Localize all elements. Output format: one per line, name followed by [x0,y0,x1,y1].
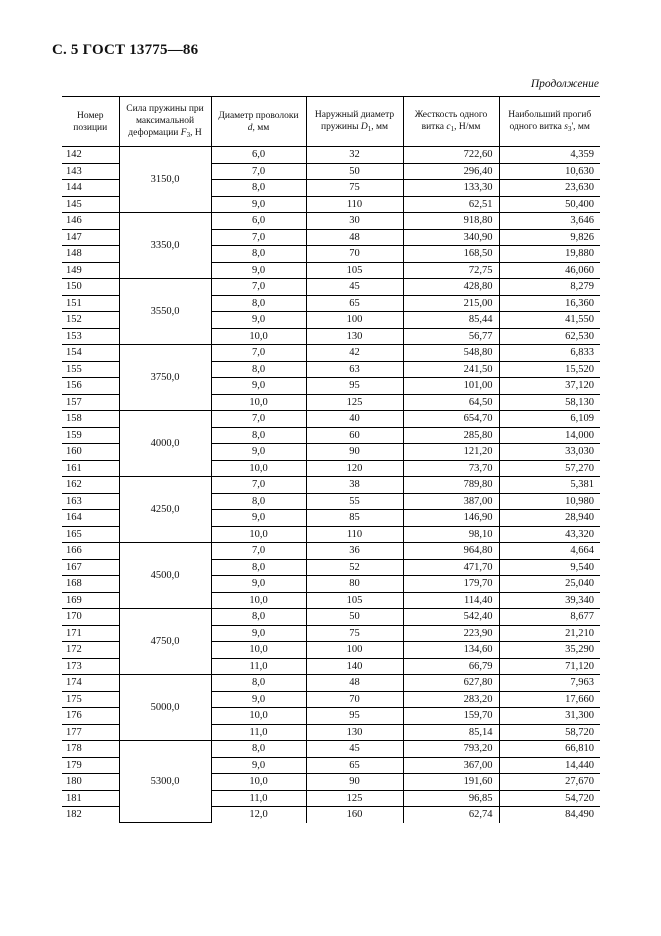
position-cell: 146 [62,213,119,230]
deflection-cell: 14,000 [499,427,600,444]
position-cell: 164 [62,510,119,527]
position-cell: 162 [62,477,119,494]
stiffness-cell: 548,80 [403,345,499,362]
outer-diameter-cell: 85 [306,510,403,527]
deflection-cell: 21,210 [499,625,600,642]
outer-diameter-cell: 65 [306,295,403,312]
outer-diameter-cell: 95 [306,378,403,395]
stiffness-cell: 296,40 [403,163,499,180]
wire-diameter-cell: 11,0 [211,790,306,807]
position-cell: 174 [62,675,119,692]
outer-diameter-cell: 42 [306,345,403,362]
deflection-cell: 15,520 [499,361,600,378]
wire-diameter-cell: 9,0 [211,576,306,593]
wire-diameter-cell: 7,0 [211,345,306,362]
outer-diameter-cell: 75 [306,180,403,197]
wire-diameter-cell: 8,0 [211,609,306,626]
stiffness-cell: 191,60 [403,774,499,791]
position-cell: 176 [62,708,119,725]
stiffness-cell: 340,90 [403,229,499,246]
wire-diameter-cell: 9,0 [211,691,306,708]
outer-diameter-cell: 105 [306,592,403,609]
wire-diameter-cell: 9,0 [211,312,306,329]
wire-diameter-cell: 8,0 [211,559,306,576]
outer-diameter-cell: 36 [306,543,403,560]
table-row [62,279,600,296]
stiffness-cell: 918,80 [403,213,499,230]
force-cell: 3350,0 [119,213,211,279]
force-cell: 5000,0 [119,675,211,741]
deflection-cell: 3,646 [499,213,600,230]
deflection-cell: 50,400 [499,196,600,213]
outer-diameter-cell: 160 [306,807,403,823]
deflection-cell: 58,130 [499,394,600,411]
stiffness-cell: 241,50 [403,361,499,378]
stiffness-cell: 387,00 [403,493,499,510]
deflection-cell: 4,359 [499,147,600,164]
deflection-cell: 84,490 [499,807,600,823]
wire-diameter-cell: 8,0 [211,427,306,444]
header-force: Сила пружины при максимальной деформации $F_3$, Н [119,97,211,147]
wire-diameter-cell: 8,0 [211,361,306,378]
deflection-cell: 43,320 [499,526,600,543]
position-cell: 177 [62,724,119,741]
stiffness-cell: 283,20 [403,691,499,708]
outer-diameter-cell: 140 [306,658,403,675]
stiffness-cell: 789,80 [403,477,499,494]
position-cell: 161 [62,460,119,477]
position-cell: 179 [62,757,119,774]
force-cell: 5300,0 [119,741,211,823]
deflection-cell: 54,720 [499,790,600,807]
outer-diameter-cell: 75 [306,625,403,642]
stiffness-cell: 96,85 [403,790,499,807]
stiffness-cell: 62,51 [403,196,499,213]
page-title: С. 5 ГОСТ 13775—86 [52,42,199,58]
header-outer-diameter: Наружный диаметр пружины $D_1$, мм [306,97,403,147]
outer-diameter-cell: 105 [306,262,403,279]
wire-diameter-cell: 10,0 [211,526,306,543]
deflection-cell: 4,664 [499,543,600,560]
outer-diameter-cell: 95 [306,708,403,725]
outer-diameter-cell: 100 [306,312,403,329]
position-cell: 170 [62,609,119,626]
deflection-cell: 37,120 [499,378,600,395]
spring-parameters-table [62,96,600,823]
position-cell: 152 [62,312,119,329]
position-cell: 178 [62,741,119,758]
deflection-cell: 10,980 [499,493,600,510]
position-cell: 167 [62,559,119,576]
position-cell: 168 [62,576,119,593]
position-cell: 172 [62,642,119,659]
position-cell: 150 [62,279,119,296]
position-cell: 156 [62,378,119,395]
position-cell: 149 [62,262,119,279]
stiffness-cell: 133,30 [403,180,499,197]
outer-diameter-cell: 70 [306,691,403,708]
force-cell: 3750,0 [119,345,211,411]
table-row [62,543,600,560]
wire-diameter-cell: 8,0 [211,741,306,758]
outer-diameter-cell: 63 [306,361,403,378]
wire-diameter-cell: 8,0 [211,246,306,263]
header-position: Номер позиции [62,97,119,147]
deflection-cell: 6,109 [499,411,600,428]
position-cell: 163 [62,493,119,510]
outer-diameter-cell: 65 [306,757,403,774]
position-cell: 169 [62,592,119,609]
position-cell: 165 [62,526,119,543]
wire-diameter-cell: 7,0 [211,543,306,560]
deflection-cell: 27,670 [499,774,600,791]
stiffness-cell: 285,80 [403,427,499,444]
deflection-cell: 39,340 [499,592,600,609]
position-cell: 182 [66,809,82,820]
wire-diameter-cell: 7,0 [211,477,306,494]
position-cell: 166 [62,543,119,560]
stiffness-cell: 179,70 [403,576,499,593]
wire-diameter-cell: 7,0 [211,163,306,180]
stiffness-cell: 121,20 [403,444,499,461]
stiffness-cell: 134,60 [403,642,499,659]
deflection-cell: 19,880 [499,246,600,263]
outer-diameter-cell: 100 [306,642,403,659]
deflection-cell: 8,279 [499,279,600,296]
position-cell: 160 [62,444,119,461]
position-cell: 171 [62,625,119,642]
position-cell: 155 [62,361,119,378]
outer-diameter-cell: 125 [306,790,403,807]
stiffness-cell: 101,00 [403,378,499,395]
outer-diameter-cell: 110 [306,526,403,543]
deflection-cell: 41,550 [499,312,600,329]
position-cell: 153 [62,328,119,345]
stiffness-cell: 98,10 [403,526,499,543]
deflection-cell: 9,826 [499,229,600,246]
wire-diameter-cell: 10,0 [211,774,306,791]
deflection-cell: 35,290 [499,642,600,659]
position-cell: 147 [62,229,119,246]
stiffness-cell: 223,90 [403,625,499,642]
deflection-cell: 46,060 [499,262,600,279]
deflection-cell: 23,630 [499,180,600,197]
table-row [62,147,600,164]
outer-diameter-cell: 30 [306,213,403,230]
outer-diameter-cell: 130 [306,328,403,345]
position-cell: 158 [62,411,119,428]
outer-diameter-cell: 55 [306,493,403,510]
table-row [62,213,600,230]
deflection-cell: 17,660 [499,691,600,708]
wire-diameter-cell: 9,0 [211,625,306,642]
table-row [62,609,600,626]
deflection-cell: 28,940 [499,510,600,527]
stiffness-cell: 542,40 [403,609,499,626]
wire-diameter-cell: 7,0 [211,279,306,296]
force-cell: 3550,0 [119,279,211,345]
stiffness-cell: 722,60 [403,147,499,164]
stiffness-cell: 428,80 [403,279,499,296]
deflection-cell: 66,810 [499,741,600,758]
position-cell: 148 [62,246,119,263]
wire-diameter-cell: 9,0 [211,196,306,213]
position-cell: 151 [62,295,119,312]
wire-diameter-cell: 8,0 [211,180,306,197]
stiffness-cell: 654,70 [403,411,499,428]
outer-diameter-cell: 90 [306,774,403,791]
deflection-cell: 6,833 [499,345,600,362]
position-cell: 180 [62,774,119,791]
stiffness-cell: 964,80 [403,543,499,560]
stiffness-cell: 114,40 [403,592,499,609]
position-cell: 159 [62,427,119,444]
force-cell: 4000,0 [119,411,211,477]
force-cell: 4750,0 [119,609,211,675]
wire-diameter-cell: 9,0 [211,378,306,395]
header-stiffness: Жесткость одного витка $c_1$, Н/мм [403,97,499,147]
position-cell: 144 [62,180,119,197]
position-cell: 157 [62,394,119,411]
wire-diameter-cell: 7,0 [211,411,306,428]
wire-diameter-cell: 7,0 [211,229,306,246]
outer-diameter-cell: 70 [306,246,403,263]
stiffness-cell: 85,14 [403,724,499,741]
wire-diameter-cell: 11,0 [211,724,306,741]
outer-diameter-cell: 120 [306,460,403,477]
wire-diameter-cell: 11,0 [211,658,306,675]
outer-diameter-cell: 60 [306,427,403,444]
stiffness-cell: 367,00 [403,757,499,774]
position-cell: 145 [62,196,119,213]
force-cell: 4500,0 [119,543,211,609]
stiffness-cell: 66,79 [403,658,499,675]
outer-diameter-cell: 125 [306,394,403,411]
wire-diameter-cell: 6,0 [211,147,306,164]
outer-diameter-cell: 40 [306,411,403,428]
outer-diameter-cell: 38 [306,477,403,494]
wire-diameter-cell: 12,0 [211,807,306,823]
table-row [62,411,600,428]
deflection-cell: 5,381 [499,477,600,494]
outer-diameter-cell: 50 [306,163,403,180]
wire-diameter-cell: 8,0 [211,675,306,692]
deflection-cell: 8,677 [499,609,600,626]
outer-diameter-cell: 80 [306,576,403,593]
table-row [62,345,600,362]
stiffness-cell: 215,00 [403,295,499,312]
outer-diameter-cell: 130 [306,724,403,741]
deflection-cell: 31,300 [499,708,600,725]
deflection-cell: 10,630 [499,163,600,180]
wire-diameter-cell: 9,0 [211,262,306,279]
wire-diameter-cell: 10,0 [211,460,306,477]
stiffness-cell: 471,70 [403,559,499,576]
stiffness-cell: 146,90 [403,510,499,527]
deflection-cell: 25,040 [499,576,600,593]
header-wire-diameter: Диаметр проволоки d, мм [211,97,306,147]
deflection-cell: 14,440 [499,757,600,774]
deflection-cell: 33,030 [499,444,600,461]
table-row [62,477,600,494]
outer-diameter-cell: 45 [306,279,403,296]
stiffness-cell: 85,44 [403,312,499,329]
outer-diameter-cell: 50 [306,609,403,626]
deflection-cell: 16,360 [499,295,600,312]
stiffness-cell: 168,50 [403,246,499,263]
wire-diameter-cell: 9,0 [211,444,306,461]
table-row [62,675,600,692]
position-cell: 173 [62,658,119,675]
wire-diameter-cell: 9,0 [211,510,306,527]
wire-diameter-cell: 10,0 [211,592,306,609]
wire-diameter-cell: 10,0 [211,708,306,725]
deflection-cell: 71,120 [499,658,600,675]
outer-diameter-cell: 52 [306,559,403,576]
continuation-label: Продолжение [530,78,599,90]
deflection-cell: 62,530 [499,328,600,345]
stiffness-cell: 793,20 [403,741,499,758]
stiffness-cell: 73,70 [403,460,499,477]
outer-diameter-cell: 45 [306,741,403,758]
wire-diameter-cell: 10,0 [211,394,306,411]
position-cell: 143 [62,163,119,180]
table-body [62,147,600,823]
stiffness-cell: 56,77 [403,328,499,345]
stiffness-cell: 159,70 [403,708,499,725]
outer-diameter-cell: 90 [306,444,403,461]
force-cell: 3150,0 [119,147,211,213]
position-cell: 142 [62,147,119,164]
stiffness-cell: 627,80 [403,675,499,692]
wire-diameter-cell: 10,0 [211,328,306,345]
position-cell: 181 [62,790,119,807]
deflection-cell: 9,540 [499,559,600,576]
wire-diameter-cell: 8,0 [211,295,306,312]
table-header-row [62,97,600,147]
stiffness-cell: 62,74 [403,807,499,823]
force-cell: 4250,0 [119,477,211,543]
deflection-cell: 57,270 [499,460,600,477]
wire-diameter-cell: 8,0 [211,493,306,510]
position-cell: 154 [62,345,119,362]
deflection-cell: 58,720 [499,724,600,741]
wire-diameter-cell: 6,0 [211,213,306,230]
outer-diameter-cell: 32 [306,147,403,164]
stiffness-cell: 72,75 [403,262,499,279]
outer-diameter-cell: 110 [306,196,403,213]
header-max-deflection: Наибольший прогиб одного витка $s_3'$, мм [499,97,600,147]
wire-diameter-cell: 9,0 [211,757,306,774]
position-cell: 175 [62,691,119,708]
wire-diameter-cell: 10,0 [211,642,306,659]
outer-diameter-cell: 48 [306,229,403,246]
outer-diameter-cell: 48 [306,675,403,692]
table-row [62,741,600,758]
deflection-cell: 7,963 [499,675,600,692]
stiffness-cell: 64,50 [403,394,499,411]
